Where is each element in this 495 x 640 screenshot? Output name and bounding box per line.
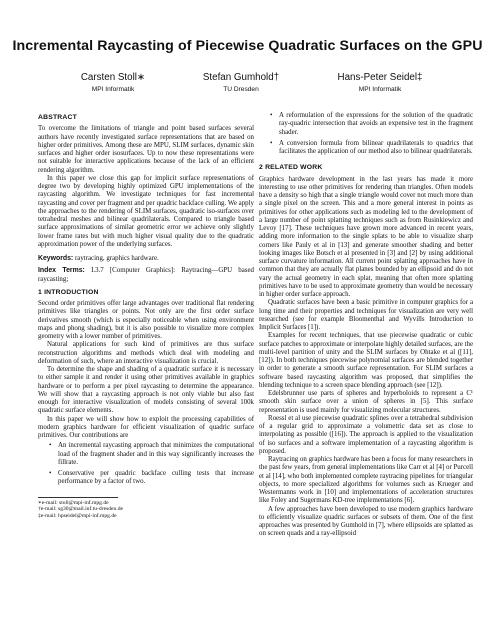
author-2: [176, 72, 306, 93]
author-affiliation: TU Dresden: [223, 86, 259, 93]
abstract-paragraph: To overcome the limitations of triangle and point based surfaces several authors have recently investigated surface representations that are based on higher order primitives. Among these are MPU, SLIM surfaces, dynamic skin surfaces and higher order isosurfaces. Up to now these representations were not suitable for interactive applications because of the lack of an efficient rendering algorithm.: [38, 125, 254, 174]
contributions-list-continued: [259, 112, 473, 156]
body-paragraph: Graphics hardware development in the last years has made it more interesting to use other primitives for rendering than triangles. Often models have a density so high that a single triangle would cover not much more than a single pixel on the screen. This and a more general interest in points as primitives for other applications such as modeling led to the development of a large number of point splatting techniques such as from Rusinkiewicz and Levoy [17]. These techniques have grown more advanced in recent years, adding more information to the single splats to be able to visualize sharp corners like Pauly et al in [13] and generate smoother shading and better looking images like Botsch et al presented in [3] and [2] by using additional surface curvature information. All current point splatting approaches have in common that they are actually flat planes bounded by an ellipsoid and do not vary the actual geometry in each splat, meaning that often more splatting primitives have to be used to approximate geometry than would be necessary in higher order surface approach.: [259, 175, 473, 298]
contributions-list: [38, 442, 254, 486]
body-paragraph: Second order primitives offer large advantages over traditional flat rendering primitives like triangles or points. Not only are the first order surface derivatives smooth (which is especially noticeable when using environment maps and phong shading), but it is also possible to visualize more complex geometry with a lower number of primitives.: [38, 300, 254, 340]
keywords-text: raytracing, graphics hardware.: [74, 255, 159, 262]
body-paragraph: Examples for recent techniques, that use piecewise quadratic or cubic surface patches to approximate or interpolate highly detailed surfaces, are the multi-level partition of unity and the SLIM surfaces by Ohtake et al ([11], [12]). In both techniques piecewise polynomial surfaces are blended together in order to generate a smooth surface representation. For SLIM surfaces a software based raycasting algorithm was proposed, that simplifies the blending technique to a screen space blending approach (see [12]).: [259, 332, 473, 389]
author-block: [48, 72, 448, 102]
author-name: Carsten Stoll∗: [80, 72, 146, 83]
list-item: • An incremental raycasting approach that minimizes the computational load of the fragment shader and in this way significantly increases the fillrate.: [49, 442, 254, 467]
keywords-label: Keywords:: [38, 255, 74, 262]
footnote: ∗e-mail: stoll@mpi-inf.mpg.de: [38, 499, 109, 506]
body-paragraph: Natural applications for such kind of primitives are thus surface reconstruction algorithms and methods which deal with modeling and deformation of such, where an interactive visualization is crucial.: [38, 341, 254, 365]
body-paragraph: A few approaches have been developed to use modern graphics hardware to efficiently visualize quadric surfaces or subsets of them. One of the first approaches was presented by Gumhold in [7], where ellipsoids are splatted as on screen quads and a ray-ellipsoid: [259, 505, 473, 538]
index-terms-label: Index Terms:: [38, 267, 85, 275]
author-affiliation: MPI Informatik: [358, 86, 402, 93]
footnote: †e-mail: sg30@mail.inf.tu-dresden.de: [38, 506, 123, 513]
abstract-heading: ABSTRACT: [38, 114, 77, 121]
body-paragraph: Quadratic surfaces have been a basic primitive in computer graphics for a long time and their properties and techniques for visualization are very well researched (see for example Bloomenthal and Wyvills Introduction to Implicit Surfaces [1]).: [259, 299, 473, 331]
body-paragraph: In this paper we will show how to exploit the processing capabilities of modern graphics hardware for efficient visualization of quadric surface primitives. Our contributions are: [38, 415, 254, 439]
body-paragraph: Edelsbrunner use parts of spheres and hyperboloids to represent a C¹ smooth skin surface over a union of spheres in [5]. This surface representation is used mainly for visualizing molecular structures.: [259, 390, 473, 414]
section-heading-introduction: 1 INTRODUCTION: [38, 288, 99, 296]
body-paragraph: Raytracing on graphics hardware has been a focus for many researchers in the past few years, from general implementations like Carr et al [4] or Purcell et al [14], who both implemented complete raytracing pipelines for triangular objects, to more specialized algorithms for volumes such as Krueger and Westermanns work in [10] and implementations of acceleration structures like Foley and Sugermans KD-tree implementations [6].: [259, 456, 473, 505]
list-item: • A conversion formula from bilinear quadrilaterals to quadrics that facilitates the application of our method also to bilinear quadrilaterals.: [270, 140, 473, 157]
author-1: [48, 72, 178, 93]
keywords-line: [38, 255, 254, 263]
index-terms-text: I.3.7 [Computer Graphics]: Raytracing—GPU based raycasting;: [38, 267, 254, 283]
index-terms-line: [38, 267, 254, 284]
list-item: • Conservative per quadric backface culling tests that increase performance by a factor of two.: [49, 470, 254, 487]
paper-title: Incremental Raycasting of Piecewise Quadratic Surfaces on the GPU: [12, 38, 483, 54]
section-heading-related-work: 2 RELATED WORK: [259, 164, 323, 172]
footnote-rule: [38, 497, 118, 498]
author-name: Hans-Peter Seidel‡: [337, 72, 423, 83]
author-name: Stefan Gumhold†: [202, 72, 280, 83]
footnote: ‡e-mail: hpseidel@mpi-inf.mpg.de: [38, 512, 117, 519]
list-item: • A reformulation of the expressions for the solution of the quadratic ray-quadric intersection that avoids an expensive test in the fragment shader.: [270, 112, 473, 137]
right-column: [259, 112, 473, 539]
author-3: [310, 72, 450, 93]
abstract-paragraph: In this paper we close this gap for implicit surface representations of degree two by developing highly optimized GPU implementations of the raycasting algorithm. We investigate techniques for fast incremental raycasting and cover per fragment and per quadric backface culling. We apply the approaches to the rendering of SLIM surfaces, quadratic iso-surfaces over tetrahedral meshes and bilinear quadrilaterals. Compared to triangle based surface approximations of similar geometric error we achieve only slightly lower frame rates but with much higher visual quality due to the quadratic approximation power of the underlying surfaces.: [38, 174, 254, 248]
left-column: [38, 114, 254, 519]
body-paragraph: To determine the shape and shading of a quadratic surface it is necessary to either sample it and render it using other primitives available in graphics hardware or to perform a per pixel raycasting to determine the appearance. We will show that a raycasting approach is not only viable but also fast enough for interactive visualization of models consisting of several 100k quadratic surface elements.: [38, 366, 254, 415]
author-affiliation: MPI Informatik: [91, 86, 135, 93]
body-paragraph: Roessl et al use piecewise quadratic splines over a tetrahedral subdivision of a regular grid to approximate a volumetric data set as close to interpolating as possible ([16]). The approach is applied to the visualization of iso surfaces and a software implementation of a raycasting algorithm is proposed.: [259, 414, 473, 455]
